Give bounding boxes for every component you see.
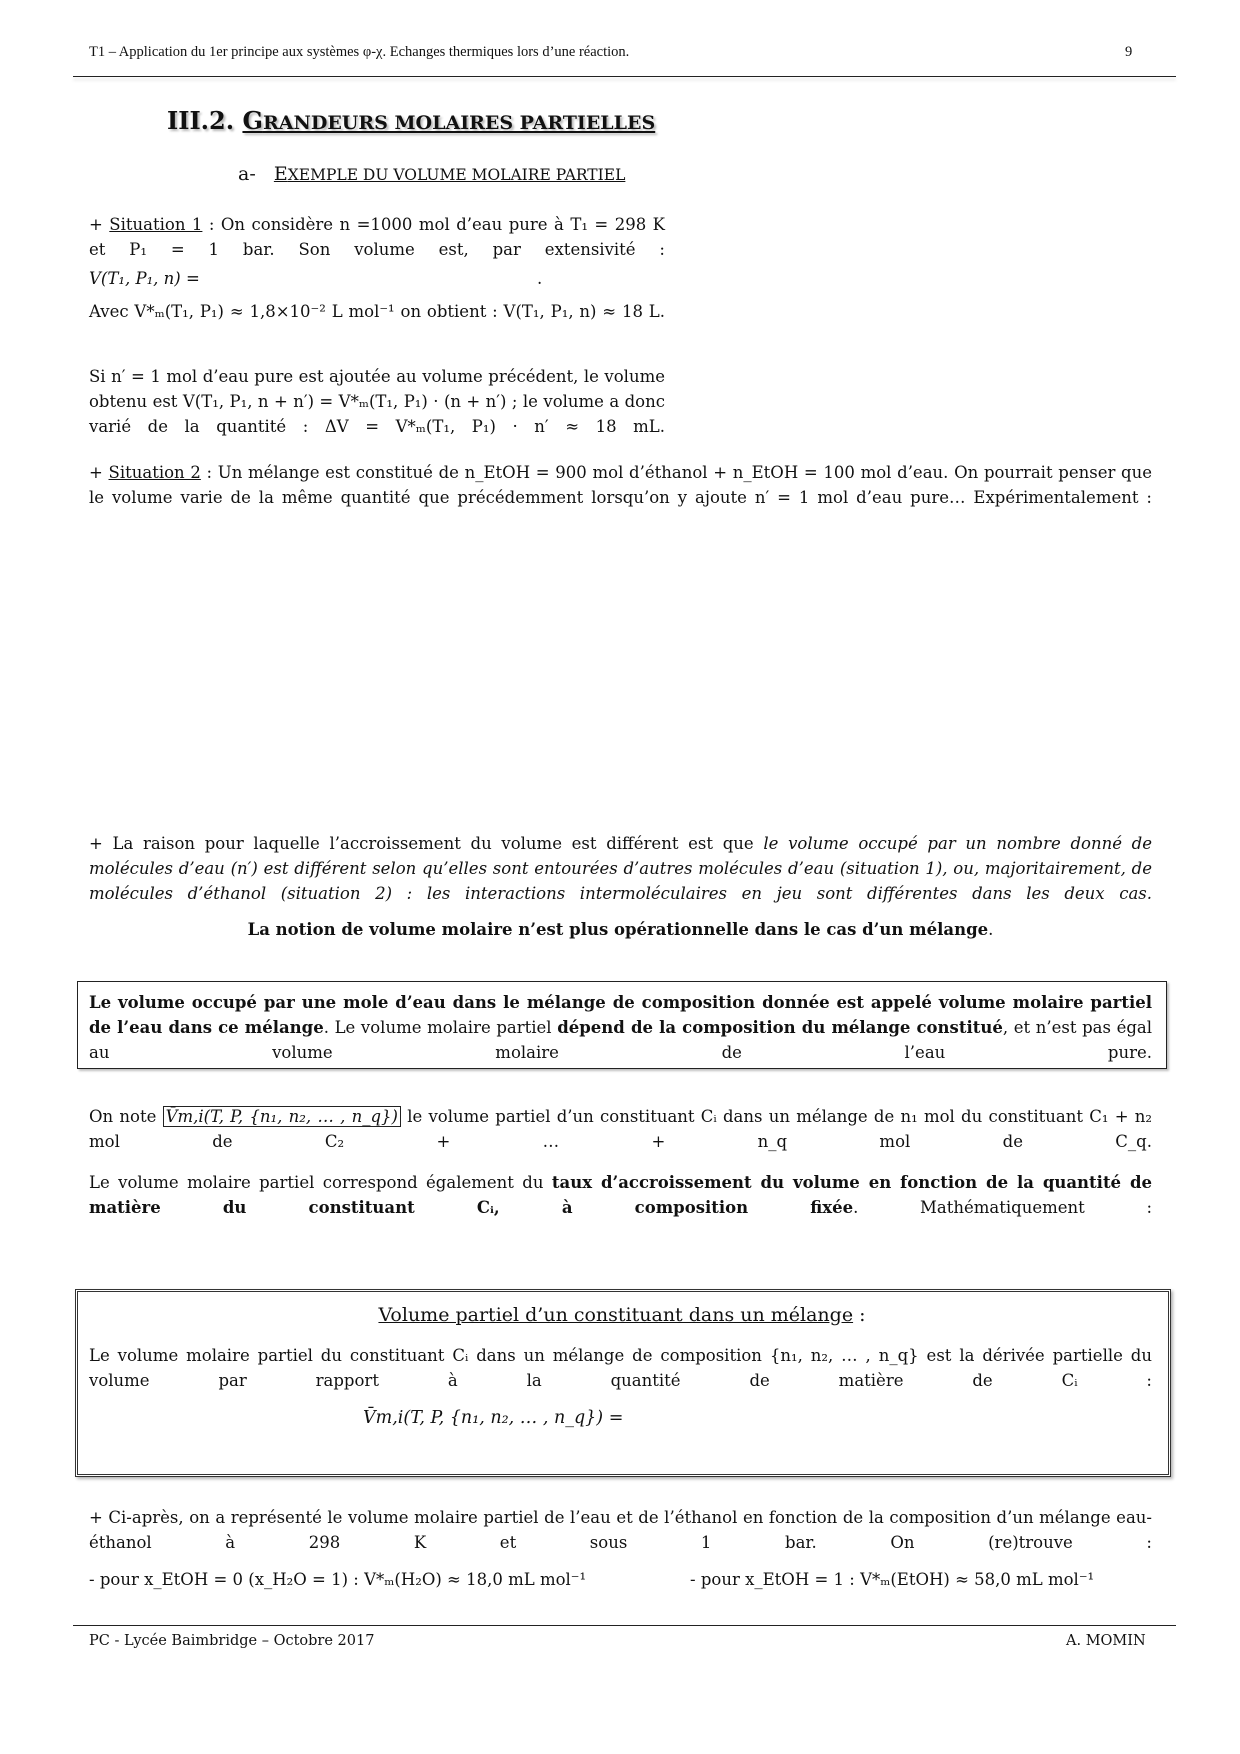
raison-lead: + La raison pour laquelle l’accroissement du volume est différent est que <box>89 834 764 853</box>
definition-text <box>89 990 1152 1065</box>
situation2-label: Situation 2 <box>108 463 201 482</box>
situation1-line1: On considère n =1000 mol d’eau pure à T₁ = 298 K et P₁ = 1 bar. Son volume est, par extensivité : <box>89 215 665 259</box>
situation2-text: Un mélange est constitué de n_EtOH = 900 mol d’éthanol + n_EtOH = 100 mol d’eau. On pourrait penser que le volume varie de la même quantité que précédemment lorsqu’on y ajoute n′ = 1 mol d’eau pure… Expérimentalement : <box>89 463 1152 507</box>
definition-text1: . Le volume molaire partiel <box>323 1018 558 1037</box>
situation1-formula: V(T₁, P₁, n) = <box>89 269 200 288</box>
notion-bold: La notion de volume molaire n’est plus opérationnelle dans le cas d’un mélange <box>247 920 989 939</box>
raison-paragraph <box>89 831 1152 906</box>
partial-volume-title-text: Volume partiel d’un constituant dans un mélange <box>378 1304 854 1326</box>
definition-bold1: Le volume occupé par une mole d’eau dans le mélange de composition donnée est appelé volume molaire partiel de l’eau dans ce mélange <box>89 993 1152 1037</box>
notion-end: . <box>988 920 994 939</box>
correspond-paragraph <box>89 1170 1152 1220</box>
footer-right: A. MOMIN <box>1066 1633 1146 1649</box>
onnote-text: le volume partiel d’un constituant Cᵢ dans un mélange de n₁ mol du constituant C₁ + n₂ mol de C₂ + … + n_q mol de C_q. <box>89 1107 1152 1151</box>
ciapres-item-ethanol: - pour x_EtOH = 1 : V*ₘ(EtOH) ≈ 58,0 mL mol⁻¹ <box>690 1570 1095 1589</box>
definition-text2: , et n’est pas égal au volume molaire de l’eau pure. <box>89 1018 1153 1062</box>
subsection-title-initial: E <box>273 163 288 185</box>
correspond-text2: . Mathématiquement : <box>853 1198 1153 1217</box>
section-title-rest: RANDEURS MOLAIRES PARTIELLES <box>262 112 656 134</box>
situation1-si: Si n′ = 1 mol d’eau pure est ajoutée au volume précédent, le volume obtenu est V(T₁, P₁, n + n′) = V*ₘ(T₁, P₁) · (n + n′) ; le volume a donc varié de la quantité : ΔV = V*ₘ(T₁, P₁) · n′ ≈ 18 mL. <box>89 367 665 436</box>
raison-italic: le volume occupé par un nombre donné de molécules d’eau (n′) est différent selon qu’elles sont entourées d’autres molécules d’eau (situation 1), ou, majoritairement, de molécules d’éthanol (situation 2) : les interactions intermoléculaires en jeu sont différentes dans les deux cas. <box>89 834 1152 903</box>
section-title-initial: G <box>242 106 263 135</box>
onnote-notation: V̄m,i(T, P, {n₁, n₂, … , n_q}) <box>163 1106 401 1127</box>
section-number: III.2. <box>167 106 235 135</box>
partial-volume-formula: V̄m,i(T, P, {n₁, n₂, … , n_q}) = <box>363 1408 624 1428</box>
section-title <box>167 106 655 135</box>
subsection-title <box>238 163 625 185</box>
definition-bold2: dépend de la composition du mélange constitué <box>557 1018 1003 1037</box>
onnote-prefix: On note <box>89 1107 157 1126</box>
notion-statement <box>89 917 1152 942</box>
onnote-paragraph <box>89 1104 1152 1154</box>
situation1-label: Situation 1 <box>109 215 203 234</box>
situation1-blank-end: . <box>537 269 543 288</box>
page-number: 9 <box>1125 44 1133 60</box>
situation1-intro: + Situation 1 : On considère n =1000 mol d’eau pure à T₁ = 298 K et P₁ = 1 bar. Son volume est, par extensivité : <box>89 215 665 259</box>
situation1-avec: Avec V*ₘ(T₁, P₁) ≈ 1,8×10⁻² L mol⁻¹ on obtient : V(T₁, P₁, n) ≈ 18 L. <box>89 302 665 321</box>
partial-volume-title <box>77 1304 1167 1326</box>
ciapres-item-water: - pour x_EtOH = 0 (x_H₂O = 1) : V*ₘ(H₂O) ≈ 18,0 mL mol⁻¹ <box>89 1570 587 1589</box>
footer-left: PC - Lycée Baimbridge – Octobre 2017 <box>89 1633 375 1649</box>
partial-volume-title-end: : <box>853 1304 866 1326</box>
correspond-text1: Le volume molaire partiel correspond également du <box>89 1173 552 1192</box>
page-header-title: T1 – Application du 1er principe aux systèmes φ-χ. Echanges thermiques lors d’une réaction. <box>89 44 630 60</box>
header-rule <box>73 76 1176 77</box>
situation1-formula-row <box>89 266 569 291</box>
situation2: + Situation 2 : Un mélange est constitué de n_EtOH = 900 mol d’éthanol + n_EtOH = 100 mol d’eau. On pourrait penser que le volume varie de la même quantité que précédemment lorsqu’on y ajoute n′ = 1 mol d’eau pure… Expérimentalement : <box>89 463 1152 507</box>
partial-volume-text: Le volume molaire partiel du constituant Cᵢ dans un mélange de composition {n₁, n₂, … , n_q} est la dérivée partielle du volume par rapport à la quantité de matière de Cᵢ : <box>89 1346 1152 1390</box>
correspond-bold: taux d’accroissement du volume en fonction de la quantité de matière du constituant Cᵢ, à composition fixée <box>89 1173 1152 1217</box>
ciapres-paragraph: + Ci-après, on a représenté le volume molaire partiel de l’eau et de l’éthanol en fonction de la composition d’un mélange eau-éthanol à 298 K et sous 1 bar. On (re)trouve : <box>89 1508 1152 1552</box>
subsection-letter: a- <box>238 163 256 185</box>
subsection-title-rest: XEMPLE DU VOLUME MOLAIRE PARTIEL <box>287 166 626 184</box>
footer-rule <box>73 1625 1176 1626</box>
